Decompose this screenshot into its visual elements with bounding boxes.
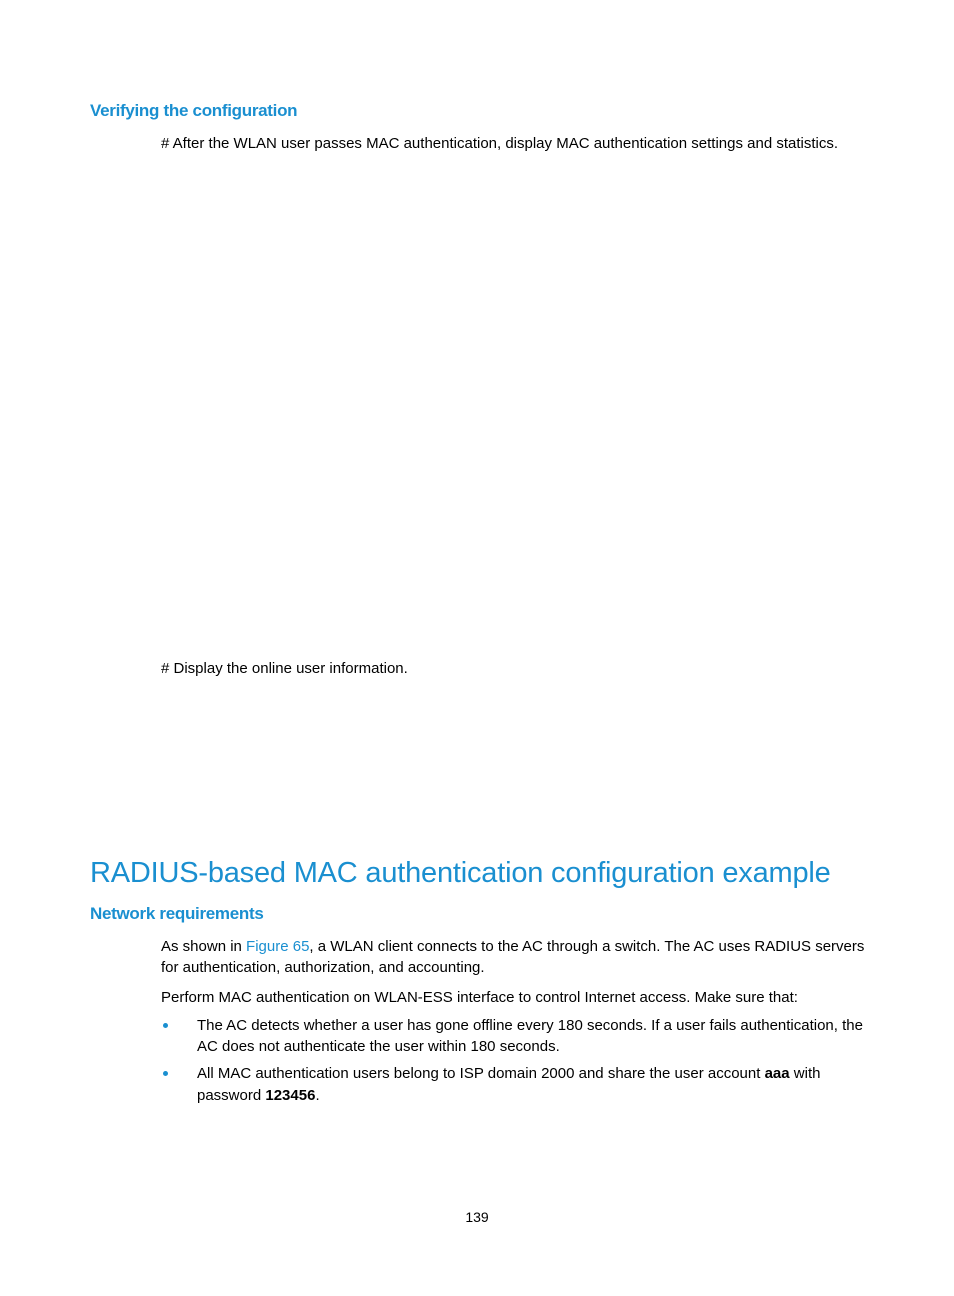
- bullet-1-line1: The AC detects whether a user has gone offline every 180 seconds. If a user fails authentication, the: [197, 1017, 863, 1034]
- password-label: password: [197, 1087, 266, 1104]
- radius-section-title: RADIUS-based MAC authentication configuration example: [90, 857, 831, 889]
- intro-paragraph-line2: for authentication, authorization, and accounting.: [161, 959, 485, 976]
- verify-paragraph-online-users: # Display the online user information.: [161, 660, 408, 677]
- bullet-1-line2: AC does not authenticate the user within 180 seconds.: [197, 1038, 560, 1055]
- bullet-2-text-post: with: [789, 1065, 821, 1082]
- bullet-2-text-pre: All MAC authentication users belong to ISP domain 2000 and share the user account: [197, 1065, 765, 1082]
- mac-auth-paragraph: Perform MAC authentication on WLAN-ESS interface to control Internet access. Make sure that:: [161, 989, 798, 1006]
- network-requirements-heading: Network requirements: [90, 904, 264, 923]
- figure-65-link[interactable]: Figure 65: [246, 938, 310, 955]
- user-account-value: aaa: [764, 1065, 790, 1082]
- intro-paragraph-line1: [161, 936, 864, 957]
- intro-text-post: , a WLAN client connects to the AC through a switch. The AC uses RADIUS servers: [309, 938, 865, 955]
- page-number: 139: [465, 1209, 489, 1225]
- bullet-icon: [163, 1071, 168, 1076]
- bullet-2-period: .: [315, 1087, 320, 1104]
- verify-heading: Verifying the configuration: [90, 101, 298, 120]
- password-value: 123456: [265, 1087, 316, 1104]
- intro-text-pre: As shown in: [161, 938, 247, 955]
- bullet-2-line1: [197, 1063, 820, 1084]
- bullet-2-line2: [197, 1085, 320, 1106]
- bullet-icon: [163, 1023, 168, 1028]
- verify-paragraph-settings: # After the WLAN user passes MAC authentication, display MAC authentication settings and statistics.: [161, 135, 838, 152]
